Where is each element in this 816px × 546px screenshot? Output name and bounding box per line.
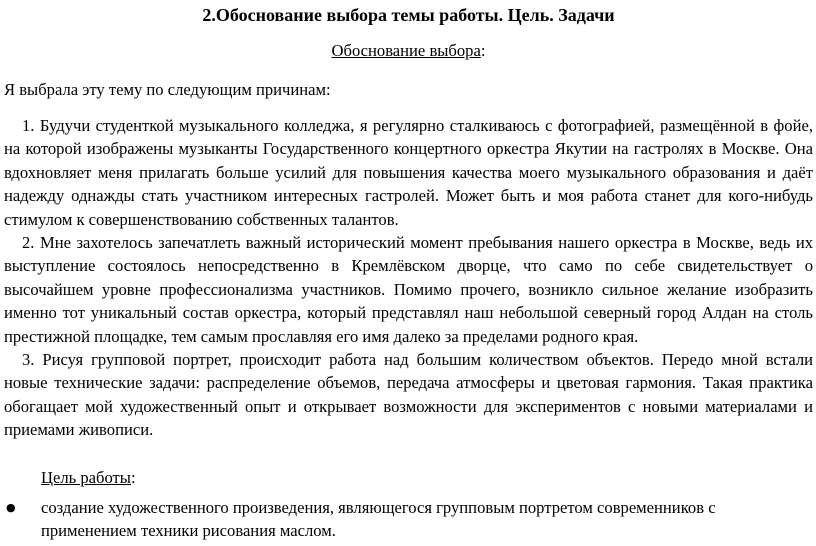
section-subtitle <box>4 39 813 63</box>
goal-text: создание художественного произведения, являющегося групповым портретом современников с применением техники рисования маслом. <box>41 497 716 540</box>
reason-text-3: Рисуя групповой портрет, происходит работа над большим количеством объектов. Передо мной встали новые технические задачи: распределение объемов, передача атмосферы и цветовая гармония. Такая практика обогащает мой художественный опыт и открывает возможности для экспериментов с новыми материалами и приемами живописи. <box>4 350 813 440</box>
goal-heading <box>4 466 813 490</box>
goal-list <box>4 496 813 542</box>
reason-text-2: Мне захотелось запечатлеть важный исторический момент пребывания нашего оркестра в Москве, ведь их выступление состоялось непосредственно в Кремлёвском дворце, что само по себе свидетельствует о высочайшем уровне профессионализма участников. Помимо прочего, возникло сильное желание изобразить именно тот уникальный состав оркестра, который представлял наш небольшой северный город Алдан на столь престижной площадке, тем самым прославляя его имя далеко за пределами родного края. <box>4 233 813 346</box>
section-subtitle-text: Обоснование выбора <box>331 41 481 60</box>
reason-number-1: 1. <box>22 116 35 135</box>
section-subtitle-colon: : <box>480 41 486 60</box>
goal-heading-text: Цель работы <box>41 467 131 487</box>
reason-paragraph-3 <box>4 348 813 442</box>
list-item <box>4 496 813 542</box>
goal-heading-colon: : <box>130 467 136 487</box>
bullet-dot-icon: ● <box>6 500 16 514</box>
reason-number-2: 2. <box>22 233 35 253</box>
reason-paragraph-1 <box>4 114 813 231</box>
page-title: 2.Обоснование выбора темы работы. Цель. Задачи <box>202 5 615 25</box>
reason-number-3: 3. <box>22 350 35 370</box>
intro-paragraph: Я выбрала эту тему по следующим причинам: <box>4 80 331 99</box>
reason-paragraph-2 <box>4 231 813 348</box>
reason-text-1: Будучи студенткой музыкального колледжа, я регулярно сталкиваюсь с фотографией, размещённой в фойе, на которой изображены музыканты Государственного концертного оркестра Якутии на гастролях в Москве. Она вдохновляет меня прилагать больше усилий для повышения качества моего музыкального образования и даёт надежду однажды стать участником интересных гастролей. Может быть и моя работа станет для кого-нибудь стимулом к совершенствованию собственных талантов. <box>4 116 813 229</box>
